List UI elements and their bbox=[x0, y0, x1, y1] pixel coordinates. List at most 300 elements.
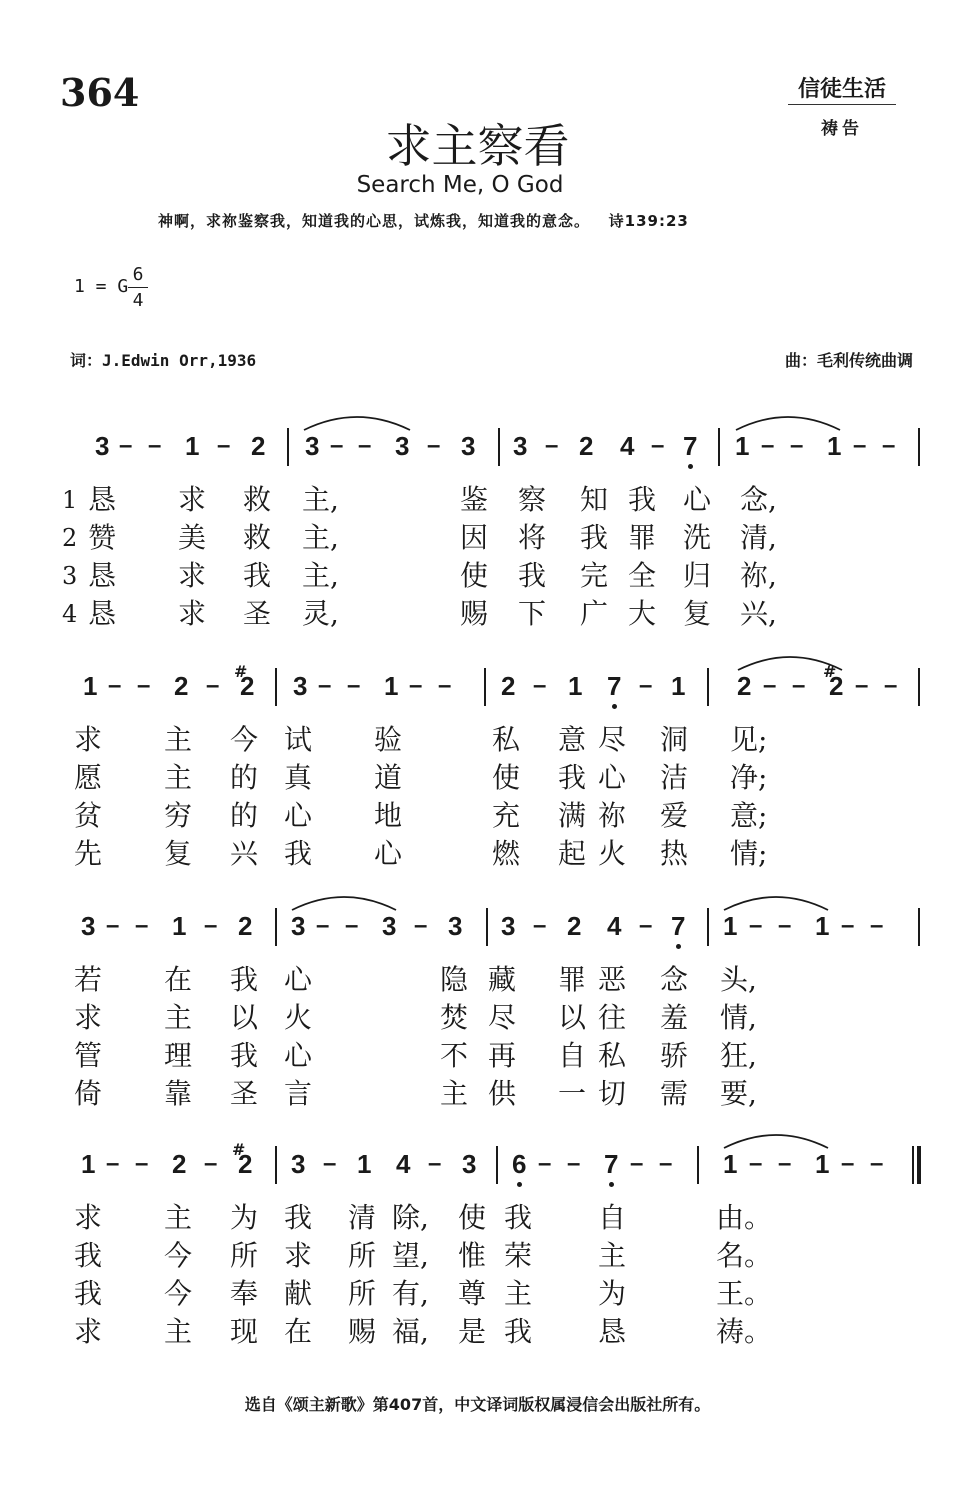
note: 2 bbox=[251, 431, 266, 461]
note: 2 bbox=[238, 911, 253, 941]
hold-dash: – bbox=[749, 912, 763, 939]
note: 2 bbox=[172, 1149, 187, 1179]
lyric-word: 所 bbox=[348, 1277, 377, 1310]
lyric-word: 以 bbox=[558, 1001, 587, 1034]
verse-number: 4 bbox=[62, 600, 78, 628]
lyric-word: 言 bbox=[284, 1077, 313, 1110]
hold-dash: – bbox=[137, 672, 151, 699]
hold-dash: – bbox=[427, 432, 441, 459]
note: 1 bbox=[723, 911, 738, 941]
lyric-word: 恳 bbox=[598, 1315, 627, 1348]
lyric-word: 主 bbox=[164, 1001, 193, 1034]
lyric-word: 贫 bbox=[74, 799, 103, 832]
lyric-word: 所 bbox=[230, 1239, 259, 1272]
subcategory-label: 祷告 bbox=[821, 119, 863, 139]
note: 1 bbox=[185, 431, 200, 461]
lyric-word: 知 bbox=[580, 483, 609, 516]
hold-dash: – bbox=[792, 672, 806, 699]
note: 2 bbox=[737, 671, 752, 701]
hymn-title: 求主察看 bbox=[385, 119, 570, 173]
barline bbox=[707, 668, 709, 706]
lyric-word: 地 bbox=[374, 799, 403, 832]
lyric-word: 起 bbox=[558, 837, 587, 870]
lyric-word: 是 bbox=[458, 1315, 487, 1348]
time-signature bbox=[128, 262, 148, 313]
hold-dash: – bbox=[533, 672, 547, 699]
hold-dash: – bbox=[204, 1150, 218, 1177]
lyric-word: 我 bbox=[74, 1277, 103, 1310]
lyric-word: 清, bbox=[740, 521, 777, 554]
lyric-word: 隐 bbox=[440, 963, 469, 996]
lyric-word: 供 bbox=[488, 1077, 517, 1110]
english-title: Search Me, O God bbox=[356, 172, 564, 198]
hold-dash: – bbox=[106, 912, 120, 939]
lyric-word: 主 bbox=[164, 723, 193, 756]
lyric-word: 私 bbox=[492, 723, 521, 756]
note: 3 bbox=[513, 431, 528, 461]
note: 1 bbox=[568, 671, 583, 701]
lyric-word: 念 bbox=[660, 963, 689, 996]
copyright-footer: 选自《颂主新歌》第407首，中文译词版权属浸信会出版社所有。 bbox=[244, 1395, 711, 1414]
barline bbox=[697, 1146, 699, 1184]
lyric-word: 充 bbox=[492, 799, 521, 832]
hold-dash: – bbox=[135, 912, 149, 939]
hold-dash: – bbox=[345, 912, 359, 939]
note: 2 bbox=[579, 431, 594, 461]
slur-tie bbox=[722, 1128, 830, 1150]
note: 1 bbox=[815, 1149, 830, 1179]
lyric-word: 尽 bbox=[488, 1001, 517, 1034]
hold-dash: – bbox=[358, 432, 372, 459]
lyric-word: 我 bbox=[504, 1315, 533, 1348]
lyric-word: 我 bbox=[628, 483, 657, 516]
lyric-word: 情; bbox=[730, 837, 768, 870]
note: 1 bbox=[172, 911, 187, 941]
barline bbox=[275, 908, 277, 946]
lyric-word: 主 bbox=[440, 1077, 469, 1110]
lyric-word: 私 bbox=[598, 1039, 627, 1072]
lyric-word: 广 bbox=[580, 597, 609, 630]
note: 1 bbox=[815, 911, 830, 941]
sharp-sign: # bbox=[234, 662, 248, 681]
note: 2 bbox=[501, 671, 516, 701]
note: 2 bbox=[240, 671, 255, 701]
lyric-word: 理 bbox=[164, 1039, 193, 1072]
lyric-word: 主 bbox=[164, 1201, 193, 1234]
low-octave-dot bbox=[517, 1182, 522, 1187]
lyric-word: 有, bbox=[392, 1277, 429, 1310]
lyric-word: 火 bbox=[284, 1001, 313, 1034]
note: 3 bbox=[95, 431, 110, 461]
lyric-word: 以 bbox=[230, 1001, 259, 1034]
lyric-word: 求 bbox=[74, 1315, 103, 1348]
note: 3 bbox=[501, 911, 516, 941]
scripture-verse: 神啊，求祢鉴察我，知道我的心思，试炼我，知道我的意念。 诗139:23 bbox=[158, 212, 689, 230]
lyric-word: 复 bbox=[164, 837, 193, 870]
lyric-word: 使 bbox=[460, 559, 489, 592]
lyric-word: 心 bbox=[374, 837, 403, 870]
lyric-word: 察 bbox=[518, 483, 547, 516]
time-signature-top: 6 bbox=[128, 262, 148, 288]
hold-dash: – bbox=[749, 1150, 763, 1177]
lyric-word: 主 bbox=[504, 1277, 533, 1310]
note: 6 bbox=[512, 1149, 527, 1179]
lyric-word: 主 bbox=[164, 1315, 193, 1348]
note: 7 bbox=[671, 911, 686, 941]
note: 1 bbox=[83, 671, 98, 701]
lyric-word: 救 bbox=[243, 521, 272, 554]
note: 1 bbox=[384, 671, 399, 701]
lyric-word: 恶 bbox=[598, 963, 627, 996]
lyric-word: 福, bbox=[392, 1315, 429, 1348]
lyric-word: 心 bbox=[683, 483, 712, 516]
lyric-word: 美 bbox=[178, 521, 207, 554]
lyric-word: 求 bbox=[284, 1239, 313, 1272]
note: 1 bbox=[671, 671, 686, 701]
lyric-word: 我 bbox=[518, 559, 547, 592]
lyric-word: 恳 bbox=[88, 597, 117, 630]
hold-dash: – bbox=[538, 1150, 552, 1177]
lyric-word: 主, bbox=[302, 483, 339, 516]
hold-dash: – bbox=[639, 912, 653, 939]
lyric-word: 兴 bbox=[230, 837, 259, 870]
low-octave-dot bbox=[612, 704, 617, 709]
lyric-word: 惟 bbox=[458, 1239, 487, 1272]
lyric-word: 献 bbox=[284, 1277, 313, 1310]
lyric-word: 尽 bbox=[598, 723, 627, 756]
note: 1 bbox=[81, 1149, 96, 1179]
note: 2 bbox=[829, 671, 844, 701]
note: 2 bbox=[567, 911, 582, 941]
lyric-word: 赐 bbox=[460, 597, 489, 630]
hold-dash: – bbox=[316, 912, 330, 939]
lyric-word: 真 bbox=[284, 761, 313, 794]
hold-dash: – bbox=[870, 1150, 884, 1177]
lyric-word: 我 bbox=[284, 837, 313, 870]
lyric-word: 的 bbox=[230, 761, 259, 794]
hold-dash: – bbox=[778, 912, 792, 939]
hold-dash: – bbox=[870, 912, 884, 939]
lyric-word: 兴, bbox=[740, 597, 777, 630]
lyric-word: 使 bbox=[492, 761, 521, 794]
lyric-word: 赞 bbox=[88, 521, 117, 554]
lyric-word: 求 bbox=[74, 1201, 103, 1234]
hold-dash: – bbox=[639, 672, 653, 699]
lyric-word: 除, bbox=[392, 1201, 429, 1234]
note: 3 bbox=[462, 1149, 477, 1179]
lyric-word: 圣 bbox=[243, 597, 272, 630]
note: 3 bbox=[395, 431, 410, 461]
lyric-word: 倚 bbox=[74, 1077, 103, 1110]
lyric-word: 穷 bbox=[164, 799, 193, 832]
barline bbox=[484, 668, 486, 706]
barline bbox=[718, 428, 720, 466]
lyric-word: 今 bbox=[164, 1239, 193, 1272]
lyric-word: 我 bbox=[580, 521, 609, 554]
lyric-word: 在 bbox=[284, 1315, 313, 1348]
lyric-word: 藏 bbox=[488, 963, 517, 996]
lyric-word: 尊 bbox=[458, 1277, 487, 1310]
lyric-word: 爱 bbox=[660, 799, 689, 832]
lyric-word: 靠 bbox=[164, 1077, 193, 1110]
lyric-word: 一 bbox=[558, 1077, 587, 1110]
lyric-word: 将 bbox=[518, 521, 547, 554]
lyric-word: 洁 bbox=[660, 761, 689, 794]
slur-tie bbox=[290, 890, 398, 912]
lyric-word: 自 bbox=[598, 1201, 627, 1234]
lyric-word: 今 bbox=[164, 1277, 193, 1310]
time-signature-bottom: 4 bbox=[132, 290, 144, 311]
lyric-word: 满 bbox=[558, 799, 587, 832]
lyric-word: 心 bbox=[598, 761, 627, 794]
lyric-word: 火 bbox=[598, 837, 627, 870]
lyric-word: 的 bbox=[230, 799, 259, 832]
lyric-word: 鉴 bbox=[460, 483, 489, 516]
note: 3 bbox=[305, 431, 320, 461]
lyric-word: 所 bbox=[348, 1239, 377, 1272]
lyric-word: 荣 bbox=[504, 1239, 533, 1272]
note: 1 bbox=[735, 431, 750, 461]
lyric-word: 先 bbox=[74, 837, 103, 870]
lyric-word: 主 bbox=[598, 1239, 627, 1272]
verse-number: 1 bbox=[62, 486, 78, 514]
lyric-word: 羞 bbox=[660, 1001, 689, 1034]
lyric-word: 今 bbox=[230, 723, 259, 756]
note: 1 bbox=[357, 1149, 372, 1179]
hold-dash: – bbox=[106, 1150, 120, 1177]
hold-dash: – bbox=[790, 432, 804, 459]
hold-dash: – bbox=[778, 1150, 792, 1177]
barline bbox=[496, 1146, 498, 1184]
hold-dash: – bbox=[630, 1150, 644, 1177]
low-octave-dot bbox=[609, 1182, 614, 1187]
hold-dash: – bbox=[763, 672, 777, 699]
lyric-word: 复 bbox=[683, 597, 712, 630]
hold-dash: – bbox=[841, 1150, 855, 1177]
lyric-word: 往 bbox=[598, 1001, 627, 1034]
note: 3 bbox=[293, 671, 308, 701]
lyric-word: 意; bbox=[730, 799, 768, 832]
note: 3 bbox=[461, 431, 476, 461]
lyric-word: 念, bbox=[740, 483, 777, 516]
key-signature: 1 = G bbox=[74, 276, 129, 297]
lyric-word: 心 bbox=[284, 1039, 313, 1072]
lyric-word: 为 bbox=[598, 1277, 627, 1310]
lyric-word: 心 bbox=[284, 799, 313, 832]
verse-number: 2 bbox=[62, 524, 78, 552]
hold-dash: – bbox=[882, 432, 896, 459]
hold-dash: – bbox=[119, 432, 133, 459]
note: 3 bbox=[291, 1149, 306, 1179]
words-credit: 词：J.Edwin Orr,1936 bbox=[70, 351, 257, 370]
lyric-word: 圣 bbox=[230, 1077, 259, 1110]
lyric-word: 大 bbox=[628, 597, 657, 630]
slur-tie bbox=[722, 890, 830, 912]
lyric-word: 使 bbox=[458, 1201, 487, 1234]
note: 3 bbox=[291, 911, 306, 941]
lyric-word: 我 bbox=[243, 559, 272, 592]
lyric-word: 主 bbox=[164, 761, 193, 794]
lyric-word: 我 bbox=[558, 761, 587, 794]
hold-dash: – bbox=[330, 432, 344, 459]
note: 3 bbox=[448, 911, 463, 941]
sharp-sign: # bbox=[232, 1140, 246, 1159]
lyric-word: 祢 bbox=[598, 799, 627, 832]
lyric-word: 燃 bbox=[492, 837, 521, 870]
sharp-sign: # bbox=[823, 662, 837, 681]
barline bbox=[287, 428, 289, 466]
lyric-word: 王。 bbox=[716, 1277, 773, 1310]
lyric-word: 见; bbox=[730, 723, 768, 756]
hold-dash: – bbox=[428, 1150, 442, 1177]
hold-dash: – bbox=[855, 672, 869, 699]
lyric-word: 净; bbox=[730, 761, 768, 794]
note: 2 bbox=[238, 1149, 253, 1179]
lyric-word: 恳 bbox=[88, 559, 117, 592]
hold-dash: – bbox=[884, 672, 898, 699]
lyric-word: 完 bbox=[580, 559, 609, 592]
barline bbox=[707, 908, 709, 946]
hold-dash: – bbox=[108, 672, 122, 699]
hold-dash: – bbox=[659, 1150, 673, 1177]
lyric-word: 主, bbox=[302, 559, 339, 592]
barline bbox=[498, 428, 500, 466]
lyric-word: 道 bbox=[374, 761, 403, 794]
lyric-word: 自 bbox=[558, 1039, 587, 1072]
low-octave-dot bbox=[676, 944, 681, 949]
lyric-word: 灵, bbox=[302, 597, 339, 630]
lyric-word: 名。 bbox=[716, 1239, 773, 1272]
hold-dash: – bbox=[409, 672, 423, 699]
lyric-word: 主, bbox=[302, 521, 339, 554]
lyric-word: 狂, bbox=[720, 1039, 757, 1072]
hold-dash: – bbox=[567, 1150, 581, 1177]
lyric-word: 心 bbox=[284, 963, 313, 996]
lyric-word: 清 bbox=[348, 1201, 377, 1234]
barline bbox=[275, 668, 277, 706]
note: 1 bbox=[827, 431, 842, 461]
note: 7 bbox=[683, 431, 698, 461]
note: 1 bbox=[723, 1149, 738, 1179]
hold-dash: – bbox=[761, 432, 775, 459]
verse-number: 3 bbox=[62, 562, 78, 590]
barline bbox=[918, 428, 920, 466]
lyric-word: 洞 bbox=[660, 723, 689, 756]
lyric-word: 我 bbox=[284, 1201, 313, 1234]
lyric-word: 下 bbox=[518, 597, 547, 630]
lyric-word: 验 bbox=[374, 723, 403, 756]
lyric-word: 祢, bbox=[740, 559, 777, 592]
lyric-word: 由。 bbox=[716, 1201, 773, 1234]
lyric-word: 求 bbox=[74, 1001, 103, 1034]
lyric-word: 全 bbox=[628, 559, 657, 592]
lyric-word: 我 bbox=[230, 963, 259, 996]
lyric-word: 我 bbox=[504, 1201, 533, 1234]
lyric-word: 热 bbox=[660, 837, 689, 870]
lyric-word: 头, bbox=[720, 963, 757, 996]
hold-dash: – bbox=[135, 1150, 149, 1177]
hold-dash: – bbox=[323, 1150, 337, 1177]
lyric-word: 焚 bbox=[440, 1001, 469, 1034]
hold-dash: – bbox=[347, 672, 361, 699]
hold-dash: – bbox=[533, 912, 547, 939]
hold-dash: – bbox=[206, 672, 220, 699]
lyric-word: 洗 bbox=[683, 521, 712, 554]
lyric-word: 试 bbox=[284, 723, 313, 756]
lyric-word: 若 bbox=[74, 963, 103, 996]
low-octave-dot bbox=[688, 464, 693, 469]
lyric-word: 罪 bbox=[628, 521, 657, 554]
lyric-word: 奉 bbox=[230, 1277, 259, 1310]
lyric-word: 救 bbox=[243, 483, 272, 516]
note: 4 bbox=[620, 431, 635, 461]
note: 7 bbox=[604, 1149, 619, 1179]
lyric-word: 再 bbox=[488, 1039, 517, 1072]
lyric-word: 我 bbox=[74, 1239, 103, 1272]
note: 3 bbox=[81, 911, 96, 941]
note: 7 bbox=[607, 671, 622, 701]
lyric-word: 意 bbox=[558, 723, 587, 756]
note: 4 bbox=[396, 1149, 411, 1179]
final-barline-thick bbox=[917, 1146, 921, 1184]
lyric-word: 骄 bbox=[660, 1039, 689, 1072]
barline bbox=[918, 908, 920, 946]
lyric-word: 为 bbox=[230, 1201, 259, 1234]
hold-dash: – bbox=[318, 672, 332, 699]
lyric-word: 罪 bbox=[558, 963, 587, 996]
lyric-word: 需 bbox=[660, 1077, 689, 1110]
lyric-word: 管 bbox=[74, 1039, 103, 1072]
lyric-word: 切 bbox=[598, 1077, 627, 1110]
final-barline-thin bbox=[912, 1146, 914, 1184]
hold-dash: – bbox=[217, 432, 231, 459]
lyric-word: 赐 bbox=[348, 1315, 377, 1348]
lyric-word: 求 bbox=[178, 559, 207, 592]
lyric-word: 我 bbox=[230, 1039, 259, 1072]
lyric-word: 求 bbox=[178, 483, 207, 516]
lyric-word: 在 bbox=[164, 963, 193, 996]
lyric-word: 归 bbox=[683, 559, 712, 592]
lyric-word: 祷。 bbox=[716, 1315, 773, 1348]
barline bbox=[275, 1146, 277, 1184]
note: 3 bbox=[382, 911, 397, 941]
lyric-word: 情, bbox=[720, 1001, 757, 1034]
music-credit: 曲：毛利传统曲调 bbox=[784, 351, 913, 370]
category-divider bbox=[788, 104, 896, 105]
hold-dash: – bbox=[545, 432, 559, 459]
hymn-number: 364 bbox=[60, 70, 140, 115]
hold-dash: – bbox=[148, 432, 162, 459]
lyric-word: 恳 bbox=[88, 483, 117, 516]
hold-dash: – bbox=[841, 912, 855, 939]
lyric-word: 要, bbox=[720, 1077, 757, 1110]
note: 2 bbox=[174, 671, 189, 701]
lyric-word: 求 bbox=[74, 723, 103, 756]
lyric-word: 求 bbox=[178, 597, 207, 630]
lyric-word: 不 bbox=[440, 1039, 469, 1072]
slur-tie bbox=[736, 650, 844, 672]
slur-tie bbox=[734, 410, 842, 432]
hold-dash: – bbox=[204, 912, 218, 939]
barline bbox=[918, 668, 920, 706]
lyric-word: 现 bbox=[230, 1315, 259, 1348]
lyric-word: 因 bbox=[460, 521, 489, 554]
slur-tie bbox=[302, 410, 412, 432]
lyric-word: 望, bbox=[392, 1239, 429, 1272]
hold-dash: – bbox=[853, 432, 867, 459]
hold-dash: – bbox=[414, 912, 428, 939]
lyric-word: 愿 bbox=[74, 761, 103, 794]
